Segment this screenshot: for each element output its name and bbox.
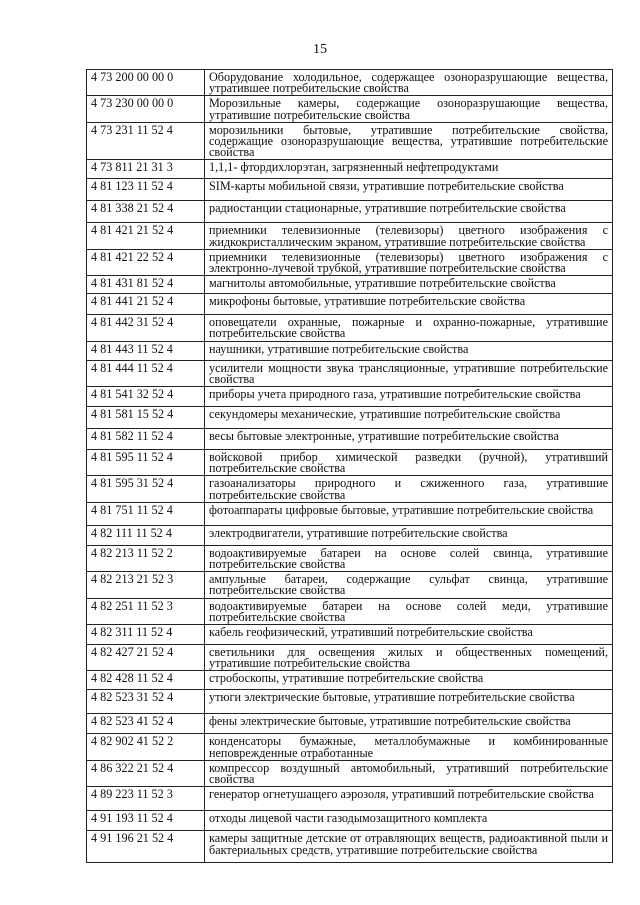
waste-code-cell: 4 82 311 11 52 4 [87,625,205,645]
table-row [87,179,613,201]
table-row [87,407,613,429]
waste-code-cell: 4 82 523 31 52 4 [87,690,205,714]
waste-description-cell: газоанализаторы природного и сжиженного газа, утратившие потребительские свойства [205,476,613,502]
table-row [87,360,613,386]
table-row [87,315,613,341]
table-row [87,572,613,598]
waste-code-cell: 4 82 428 11 52 4 [87,671,205,690]
waste-code-cell: 4 89 223 11 52 3 [87,787,205,811]
table-row [87,545,613,571]
waste-description-cell: камеры защитные детские от отравляющих веществ, радиоактивной пыли и бактериальных средств, утратившие потребительские свойства [205,831,613,863]
waste-description-cell: генератор огнетушащего аэрозоля, утративший потребительские свойства [205,787,613,811]
table-row [87,341,613,360]
table-row [87,714,613,734]
waste-code-cell: 4 81 444 11 52 4 [87,360,205,386]
waste-description-cell: микрофоны бытовые, утратившие потребительские свойства [205,294,613,315]
waste-code-cell: 4 91 196 21 52 4 [87,831,205,863]
waste-description-cell: утюги электрические бытовые, утратившие потребительские свойства [205,690,613,714]
waste-code-table [86,69,613,863]
waste-code-cell: 4 82 902 41 52 2 [87,734,205,760]
waste-code-cell: 4 73 230 00 00 0 [87,96,205,122]
table-row [87,96,613,122]
waste-description-cell: водоактивируемые батареи на основе солей меди, утратившие потребительские свойства [205,598,613,624]
table-row [87,760,613,786]
table-row [87,645,613,671]
waste-code-cell: 4 91 193 11 52 4 [87,811,205,831]
table-row [87,690,613,714]
waste-code-cell: 4 82 523 41 52 4 [87,714,205,734]
table-row [87,122,613,160]
waste-description-cell: фены электрические бытовые, утратившие потребительские свойства [205,714,613,734]
waste-description-cell: Оборудование холодильное, содержащее озоноразрушающие вещества, утратившее потребительские свойства [205,70,613,96]
waste-code-cell: 4 82 251 11 52 3 [87,598,205,624]
waste-description-cell: приемники телевизионные (телевизоры) цветного изображения с электронно-лучевой трубкой, утратившие потребительские свойства [205,249,613,275]
waste-code-cell: 4 82 111 11 52 4 [87,525,205,545]
table-row [87,276,613,294]
table-row [87,387,613,407]
waste-code-cell: 4 81 581 15 52 4 [87,407,205,429]
table-row [87,249,613,275]
table-row [87,294,613,315]
waste-description-cell: радиостанции стационарные, утратившие потребительские свойства [205,201,613,223]
waste-code-cell: 4 82 427 21 52 4 [87,645,205,671]
waste-code-cell: 4 81 442 31 52 4 [87,315,205,341]
waste-code-cell: 4 81 751 11 52 4 [87,502,205,525]
waste-code-cell: 4 81 441 21 52 4 [87,294,205,315]
table-row [87,502,613,525]
waste-description-cell: приборы учета природного газа, утратившие потребительские свойства [205,387,613,407]
waste-description-cell: морозильники бытовые, утратившие потребительские свойства, содержащие озоноразрушающие вещества, утратившие потребительские свойства [205,122,613,160]
table-row [87,476,613,502]
waste-description-cell: оповещатели охранные, пожарные и охранно-пожарные, утратившие потребительские свойства [205,315,613,341]
table-row [87,429,613,450]
waste-code-cell: 4 81 582 11 52 4 [87,429,205,450]
waste-code-cell: 4 86 322 21 52 4 [87,760,205,786]
waste-description-cell: приемники телевизионные (телевизоры) цветного изображения с жидкокристаллическим экраном, утратившие потребительские свойства [205,223,613,249]
page-number: 15 [313,42,327,57]
table-row [87,671,613,690]
waste-description-cell: 1,1,1- фтордихлорэтан, загрязненный нефтепродуктами [205,160,613,179]
waste-description-cell: наушники, утратившие потребительские свойства [205,341,613,360]
waste-description-cell: компрессор воздушный автомобильный, утративший потребительские свойства [205,760,613,786]
waste-code-cell: 4 73 200 00 00 0 [87,70,205,96]
waste-description-cell: конденсаторы бумажные, металлобумажные и комбинированные неповрежденные отработанные [205,734,613,760]
table-row [87,811,613,831]
waste-description-cell: усилители мощности звука трансляционные, утратившие потребительские свойства [205,360,613,386]
waste-description-cell: секундомеры механические, утратившие потребительские свойства [205,407,613,429]
waste-description-cell: электродвигатели, утратившие потребительские свойства [205,525,613,545]
waste-code-cell: 4 73 231 11 52 4 [87,122,205,160]
waste-code-cell: 4 81 421 21 52 4 [87,223,205,249]
table-row [87,160,613,179]
waste-code-cell: 4 82 213 11 52 2 [87,545,205,571]
waste-description-cell: войсковой прибор химической разведки (ручной), утративший потребительские свойства [205,450,613,476]
table-row [87,831,613,863]
waste-code-cell: 4 81 443 11 52 4 [87,341,205,360]
waste-code-cell: 4 82 213 21 52 3 [87,572,205,598]
waste-description-cell: отходы лицевой части газодымозащитного комплекта [205,811,613,831]
waste-code-cell: 4 81 595 11 52 4 [87,450,205,476]
table-row [87,525,613,545]
table-row [87,787,613,811]
table-row [87,223,613,249]
waste-description-cell: светильники для освещения жилых и общественных помещений, утратившие потребительские свойства [205,645,613,671]
table-row [87,625,613,645]
table-row [87,450,613,476]
waste-code-cell: 4 81 338 21 52 4 [87,201,205,223]
table-row [87,70,613,96]
table-row [87,734,613,760]
waste-description-cell: магнитолы автомобильные, утратившие потребительские свойства [205,276,613,294]
waste-code-cell: 4 81 541 32 52 4 [87,387,205,407]
waste-description-cell: SIM-карты мобильной связи, утратившие потребительские свойства [205,179,613,201]
waste-code-cell: 4 73 811 21 31 3 [87,160,205,179]
table-body [87,70,613,863]
waste-description-cell: кабель геофизический, утративший потребительские свойства [205,625,613,645]
waste-code-cell: 4 81 595 31 52 4 [87,476,205,502]
waste-description-cell: стробоскопы, утратившие потребительские свойства [205,671,613,690]
waste-description-cell: весы бытовые электронные, утратившие потребительские свойства [205,429,613,450]
waste-description-cell: фотоаппараты цифровые бытовые, утратившие потребительские свойства [205,502,613,525]
table-row [87,201,613,223]
waste-code-cell: 4 81 421 22 52 4 [87,249,205,275]
waste-description-cell: Морозильные камеры, содержащие озоноразрушающие вещества, утратившие потребительские свойства [205,96,613,122]
waste-description-cell: водоактивируемые батареи на основе солей свинца, утратившие потребительские свойства [205,545,613,571]
table-row [87,598,613,624]
waste-description-cell: ампульные батареи, содержащие сульфат свинца, утратившие потребительские свойства [205,572,613,598]
waste-code-cell: 4 81 123 11 52 4 [87,179,205,201]
waste-code-cell: 4 81 431 81 52 4 [87,276,205,294]
